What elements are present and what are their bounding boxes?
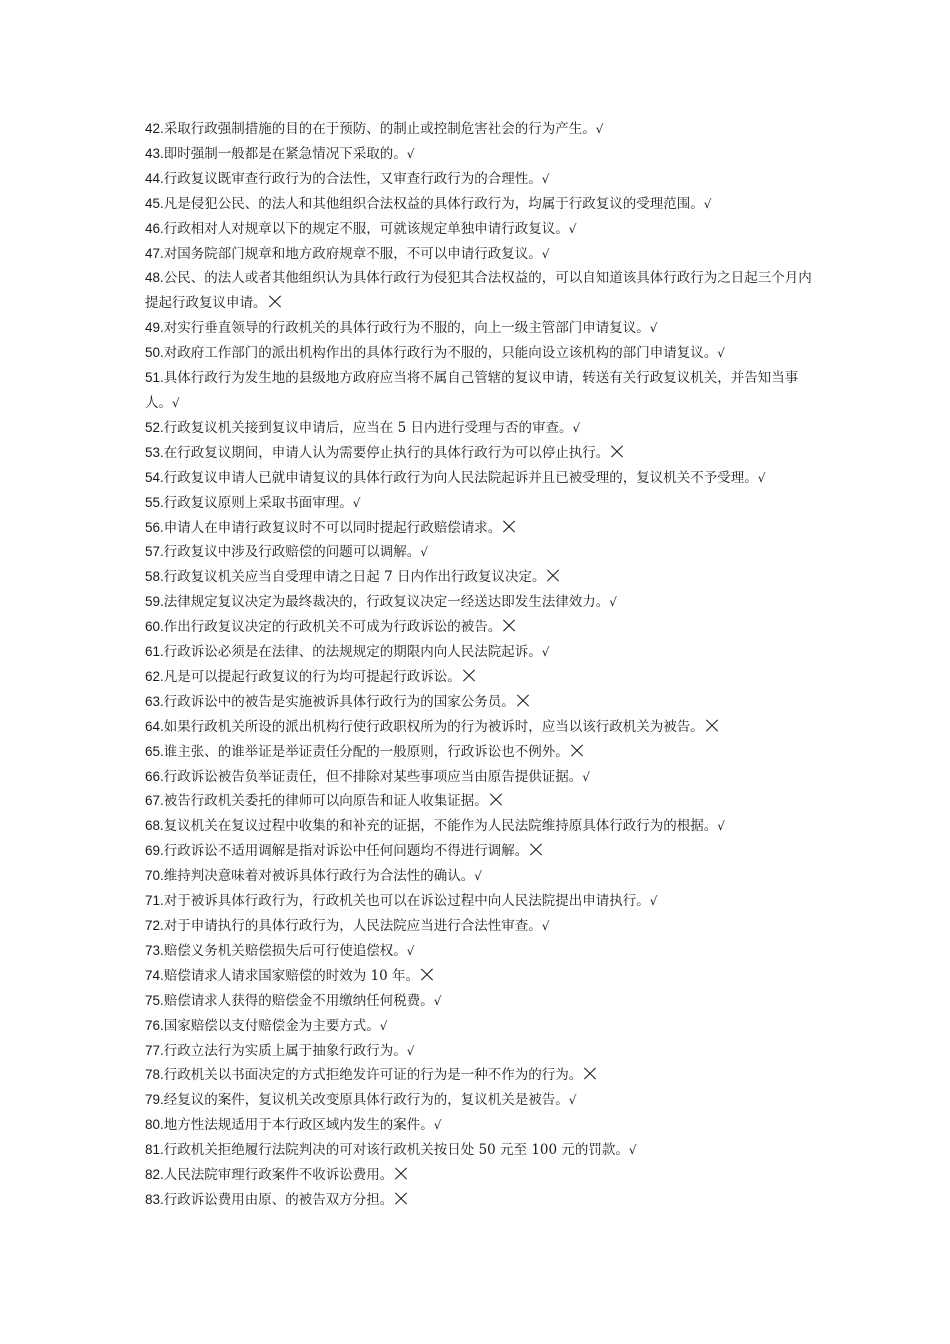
list-item [145,266,813,316]
item-text: 地方性法规适用于本行政区域内发生的案件。 [163,1117,434,1134]
list-item [145,217,813,242]
item-number: 48. [145,270,164,286]
item-text: 采取行政强制措施的目的在于预防、的制止或控制危害社会的行为产生。 [163,121,596,137]
item-number: 42. [145,121,164,136]
cross-mark-icon [462,669,476,683]
check-mark-icon: √ [379,1018,388,1033]
cross-mark-icon [489,793,503,807]
list-item [145,889,813,914]
item-text: 申请人在申请行政复议时不可以同时提起行政赔偿请求。 [163,519,502,536]
item-text: 作出行政复议决定的行政机关不可成为行政诉讼的被告。 [163,619,502,636]
item-number: 80. [145,1117,164,1133]
item-number: 64. [145,718,164,734]
item-number: 62. [145,668,164,684]
list-item [145,441,813,466]
check-mark-icon: √ [541,919,550,933]
list-item [145,814,813,839]
item-number: 46. [145,220,164,236]
check-mark-icon: √ [541,246,550,261]
item-number: 67. [145,793,164,809]
item-text: 行政复议中涉及行政赔偿的问题可以调解。 [163,544,421,561]
item-text: 凡是可以提起行政复议的行为均可提起行政诉讼。 [163,668,461,685]
list-item [145,1188,813,1213]
list-item [145,939,813,964]
check-mark-icon: √ [757,470,766,485]
cross-mark-icon [420,968,434,982]
item-number: 45. [145,195,164,211]
check-mark-icon: √ [406,943,415,958]
cross-mark-icon [502,520,516,534]
list-item [145,789,813,814]
item-text: 赔偿请求人请求国家赔偿的时效为 10 年。 [163,967,420,984]
item-text: 行政复议机关应当自受理申请之日起 7 日内作出行政复议决定。 [163,569,546,586]
check-mark-icon: √ [172,395,180,410]
item-text: 凡是侵犯公民、的法人和其他组织合法权益的具体行政行为，均属于行政复议的受理范围。 [163,195,704,212]
cross-mark-icon [268,295,282,309]
check-mark-icon: √ [433,1118,442,1133]
check-mark-icon: √ [406,1043,415,1058]
check-mark-icon: √ [582,769,590,784]
item-text: 行政复议机关接到复议申请后，应当在 5 日内进行受理与否的审查。 [163,419,573,436]
check-mark-icon: √ [595,122,604,136]
list-item [145,491,813,516]
cross-mark-icon [529,843,543,857]
item-number: 81. [145,1142,164,1158]
item-text: 对于申请执行的具体行政行为，人民法院应当进行合法性审查。 [163,918,542,934]
item-number: 76. [145,1017,164,1033]
list-item [145,142,813,167]
item-text: 行政诉讼费用由原、的被告双方分担。 [163,1191,394,1208]
cross-mark-icon [583,1067,597,1081]
list-item [145,117,813,142]
item-number: 75. [145,992,164,1008]
item-text: 公民、的法人或者其他组织认为具体行政行为侵犯其合法权益的，可以自知道该具体行政行为之日起三个月内提起行政复议申请。 [145,270,812,312]
list-item [145,1039,813,1064]
item-number: 66. [145,768,164,784]
list-item [145,366,813,416]
list-item [145,516,813,541]
list-item [145,839,813,864]
item-number: 44. [145,170,164,186]
list-item [145,740,813,765]
check-mark-icon: √ [609,595,617,610]
item-text: 行政相对人对规章以下的规定不服，可就该规定单独申请行政复议。 [163,220,569,237]
item-text: 维持判决意味着对被诉具体行政行为合法性的确认。 [163,868,475,885]
list-item [145,416,813,441]
list-item [145,540,813,565]
item-text: 对实行垂直领导的行政机关的具体行政行为不服的，向上一级主管部门申请复议。 [163,320,650,337]
list-item [145,316,813,341]
cross-mark-icon [705,719,719,733]
check-mark-icon: √ [568,1093,577,1108]
cross-mark-icon [516,694,530,708]
item-number: 68. [145,818,164,834]
item-text: 行政复议原则上采取书面审理。 [163,494,353,511]
item-number: 50. [145,345,164,361]
check-mark-icon: √ [474,869,482,884]
cross-mark-icon [502,619,516,633]
item-number: 78. [145,1067,164,1083]
list-item [145,590,813,615]
item-text: 行政诉讼中的被告是实施被诉具体行政行为的国家公务员。 [163,693,515,710]
check-mark-icon: √ [352,495,361,510]
list-item [145,565,813,590]
item-number: 73. [145,942,164,958]
item-number: 70. [145,868,164,884]
list-item [145,989,813,1014]
item-text: 行政诉讼被告负举证责任，但不排除对某些事项应当由原告提供证据。 [163,768,583,785]
list-item [145,864,813,889]
item-number: 47. [145,245,164,261]
item-text: 行政复议既审查行政行为的合法性，又审查行政行为的合理性。 [163,170,542,187]
item-number: 52. [145,419,164,435]
list-item [145,964,813,989]
item-number: 65. [145,743,164,759]
list-item [145,1138,813,1163]
item-number: 82. [145,1167,164,1183]
item-number: 43. [145,145,164,161]
check-mark-icon: √ [568,221,577,236]
list-item [145,1163,813,1188]
check-mark-icon: √ [420,545,428,560]
item-number: 53. [145,444,164,460]
item-number: 74. [145,967,164,983]
cross-mark-icon [570,744,584,758]
cross-mark-icon [546,569,560,583]
list-item [145,765,813,790]
list-item [145,341,813,366]
item-text: 对政府工作部门的派出机构作出的具体行政行为不服的，只能向设立该机构的部门申请复议。 [163,345,718,362]
item-text: 赔偿义务机关赔偿损失后可行使追偿权。 [163,942,407,959]
item-text: 对于被诉具体行政行为，行政机关也可以在诉讼过程中向人民法院提出申请执行。 [163,893,650,910]
item-number: 61. [145,644,164,660]
list-item [145,715,813,740]
item-number: 57. [145,544,164,560]
item-number: 56. [145,519,164,535]
list-item [145,1113,813,1138]
item-text: 人民法院审理行政案件不收诉讼费用。 [163,1167,394,1184]
item-number: 51. [145,370,164,386]
list-item [145,665,813,690]
item-number: 55. [145,494,164,510]
item-text: 谁主张、的谁举证是举证责任分配的一般原则，行政诉讼也不例外。 [163,743,569,760]
check-mark-icon: √ [433,993,442,1008]
item-text: 赔偿请求人获得的赔偿金不用缴纳任何税费。 [163,992,434,1009]
list-item [145,242,813,267]
check-mark-icon: √ [703,196,712,211]
list-item [145,640,813,665]
list-item [145,615,813,640]
item-number: 79. [145,1092,164,1108]
list-item [145,167,813,192]
cross-mark-icon [394,1167,408,1181]
item-number: 71. [145,893,164,909]
item-number: 83. [145,1191,164,1207]
item-number: 54. [145,469,164,485]
item-text: 行政立法行为实质上属于抽象行政行为。 [163,1042,407,1059]
item-number: 69. [145,843,164,859]
item-text: 行政诉讼必须是在法律、的法规规定的期限内向人民法院起诉。 [163,644,542,661]
item-text: 即时强制一般都是在紧急情况下采取的。 [163,145,407,162]
item-number: 72. [145,918,164,933]
item-text: 如果行政机关所设的派出机构行使行政职权所为的行为被诉时，应当以该行政机关为被告。 [163,718,704,735]
item-text: 复议机关在复议过程中收集的和补充的证据，不能作为人民法院维持原具体行政行为的根据。 [163,818,718,835]
question-list [145,117,813,1213]
item-number: 59. [145,594,164,610]
list-item [145,1063,813,1088]
item-text: 行政机关以书面决定的方式拒绝发许可证的行为是一种不作为的行为。 [163,1067,583,1084]
list-item [145,192,813,217]
list-item [145,466,813,491]
item-number: 63. [145,693,164,709]
item-text: 经复议的案件，复议机关改变原具体行政行为的，复议机关是被告。 [163,1092,569,1109]
cross-mark-icon [610,445,624,459]
check-mark-icon: √ [406,146,415,161]
item-text: 在行政复议期间，申请人认为需要停止执行的具体行政行为可以停止执行。 [163,444,610,461]
check-mark-icon: √ [628,1143,637,1158]
item-text: 对国务院部门规章和地方政府规章不服，不可以申请行政复议。 [163,245,542,262]
item-text: 具体行政行为发生地的县级地方政府应当将不属自己管辖的复议申请，转送有关行政复议机关，并告知当事人。 [145,370,799,411]
item-number: 60. [145,619,164,635]
item-text: 法律规定复议决定为最终裁决的，行政复议决定一经送达即发生法律效力。 [163,594,610,611]
check-mark-icon: √ [717,819,725,834]
item-number: 77. [145,1042,164,1058]
item-text: 被告行政机关委托的律师可以向原告和证人收集证据。 [163,793,488,810]
item-text: 国家赔偿以支付赔偿金为主要方式。 [163,1017,380,1034]
check-mark-icon: √ [541,645,550,660]
list-item [145,1014,813,1039]
item-number: 49. [145,320,164,336]
item-text: 行政诉讼不适用调解是指对诉讼中任何问题均不得进行调解。 [163,843,529,860]
check-mark-icon: √ [717,346,725,361]
item-number: 58. [145,569,164,585]
list-item [145,1088,813,1113]
check-mark-icon: √ [649,321,658,336]
item-text: 行政机关拒绝履行法院判决的可对该行政机关按日处 50 元至 100 元的罚款。 [163,1142,629,1159]
list-item [145,914,813,939]
check-mark-icon: √ [649,894,658,909]
item-text: 行政复议申请人已就申请复议的具体行政行为向人民法院起诉并且已被受理的，复议机关不予受理。 [163,469,758,486]
cross-mark-icon [394,1192,408,1206]
check-mark-icon: √ [572,420,581,435]
list-item [145,690,813,715]
check-mark-icon: √ [541,171,550,186]
